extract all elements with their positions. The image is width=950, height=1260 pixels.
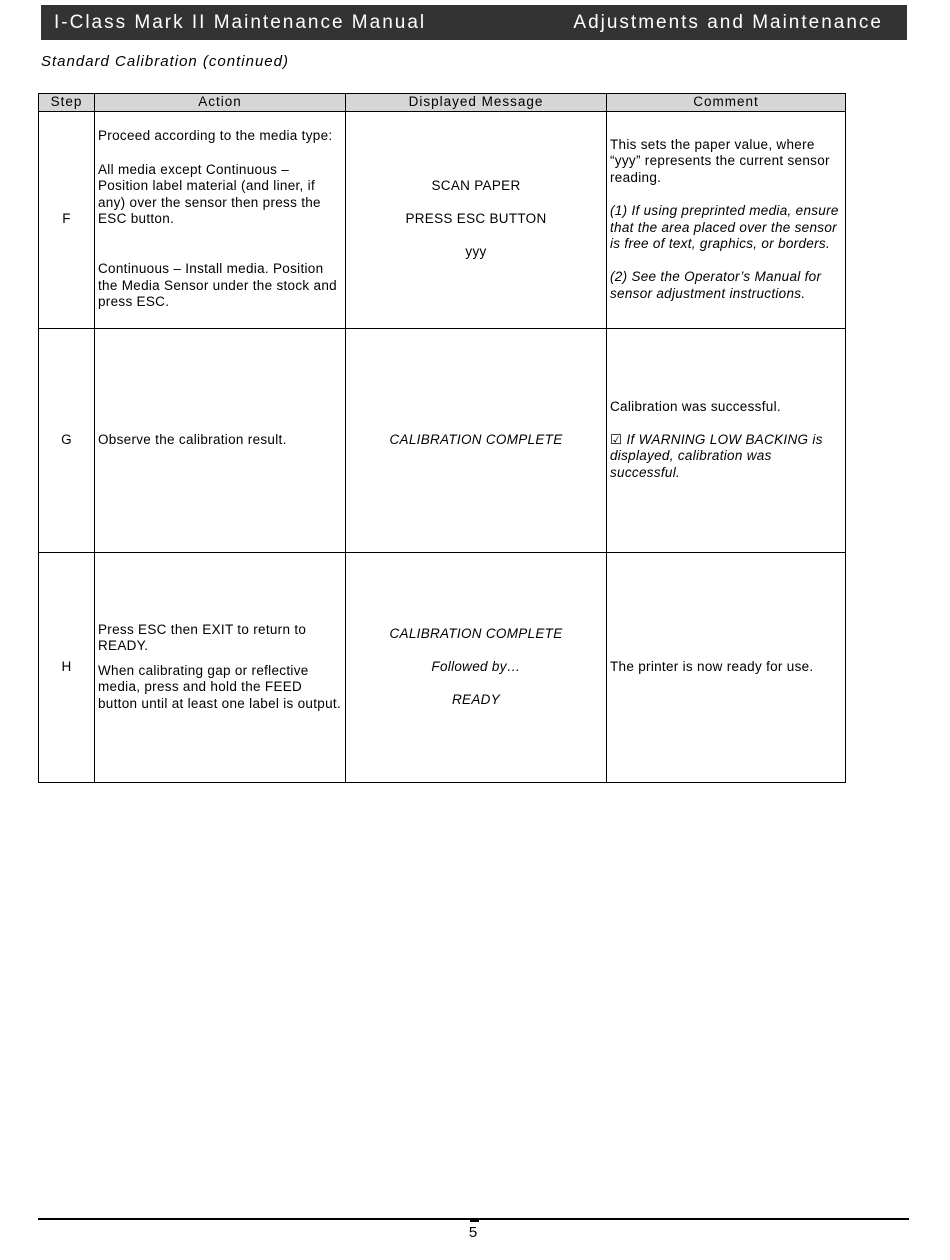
table-row: [39, 111, 846, 328]
action-text: Continuous – Install media. Position the Media Sensor under the stock and press ESC.: [98, 260, 337, 310]
page-header: [41, 5, 907, 40]
comment-warning: [610, 432, 842, 482]
action-text: When calibrating gap or reflective media, press and hold the FEED button until at least one label is output.: [98, 662, 342, 711]
table-header-row: [39, 94, 846, 112]
comment-note: (2) See the Operator’s Manual for sensor adjustment instructions.: [610, 269, 822, 301]
manual-title: I-Class Mark II Maintenance Manual: [54, 11, 427, 33]
header-displayed-message: Displayed Message: [346, 94, 607, 112]
section-title: Standard Calibration (continued): [41, 53, 289, 70]
message-cell: [346, 328, 607, 552]
step-cell: G: [39, 328, 95, 552]
comment-text: Calibration was successful.: [610, 398, 781, 414]
action-text: Observe the calibration result.: [98, 431, 287, 447]
display-message: CALIBRATION COMPLETE: [389, 625, 563, 641]
display-message: READY: [451, 691, 500, 707]
action-cell: [95, 328, 346, 552]
chapter-title: Adjustments and Maintenance: [573, 11, 883, 33]
comment-text: The printer is now ready for use.: [610, 658, 814, 674]
comment-cell: [607, 328, 846, 552]
action-text: All media except Continuous – Position label material (and liner, if any) over the sensor then press the ESC button.: [98, 161, 321, 227]
display-message: PRESS ESC BUTTON: [405, 211, 547, 227]
action-cell: [95, 552, 346, 782]
display-message: CALIBRATION COMPLETE: [389, 431, 563, 447]
checked-box-icon: ☑: [610, 431, 623, 447]
comment-text: This sets the paper value, where “yyy” represents the current sensor reading.: [610, 136, 830, 185]
calibration-table: [38, 93, 846, 783]
action-cell: [95, 111, 346, 328]
message-cell: [346, 111, 607, 328]
action-text: Proceed according to the media type:: [98, 128, 333, 144]
header-comment: Comment: [607, 94, 846, 112]
display-message: SCAN PAPER: [431, 178, 521, 194]
header-step: Step: [39, 94, 95, 112]
footer-tick: [470, 1220, 479, 1222]
display-message: yyy: [465, 244, 487, 260]
display-message: Followed by…: [431, 658, 521, 674]
table-row: [39, 328, 846, 552]
step-cell: F: [39, 111, 95, 328]
action-text: Press ESC then EXIT to return to READY.: [98, 621, 307, 654]
page-number: 5: [468, 1224, 478, 1241]
comment-note: (1) If using preprinted media, ensure that the area placed over the sensor is free of text, graphics, or borders.: [610, 203, 839, 252]
message-cell: [346, 552, 607, 782]
comment-cell: [607, 111, 846, 328]
comment-cell: [607, 552, 846, 782]
header-action: Action: [95, 94, 346, 112]
table-row: [39, 552, 846, 782]
step-cell: H: [39, 552, 95, 782]
comment-warning-text: If WARNING LOW BACKING is displayed, calibration was successful.: [610, 431, 823, 480]
